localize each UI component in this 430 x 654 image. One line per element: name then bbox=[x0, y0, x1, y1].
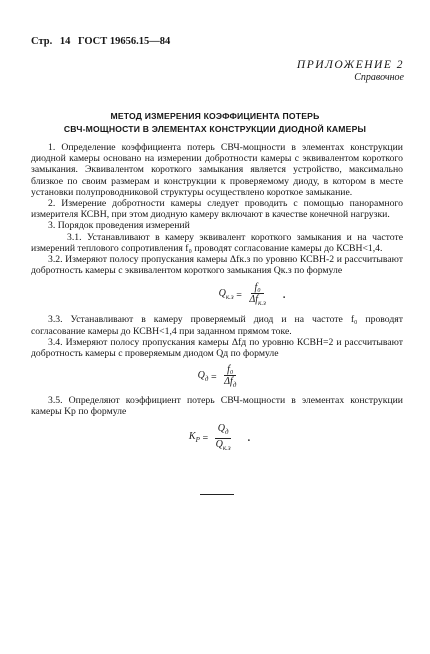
formula-lhs: $Q_{к.з}$ bbox=[218, 287, 234, 301]
formula-lhs: $Q_д$ bbox=[197, 369, 209, 383]
fraction-numerator: f₀ bbox=[251, 282, 263, 294]
formula-lhs: $K_P$ bbox=[188, 431, 200, 445]
formula-dot: . bbox=[282, 289, 286, 301]
formula-q-kz bbox=[31, 278, 403, 312]
paragraph-3-3: 3.3. Устанавливают в камеру проверяемый диод и на частоте f₀ проводят согласование камеры до КСВН<1,4 при заданном прямом токе. bbox=[31, 314, 403, 337]
paragraph-3-heading: 3. Порядок проведения измерений bbox=[48, 220, 190, 232]
equals-sign: = bbox=[210, 371, 218, 383]
formula-q-d bbox=[31, 361, 403, 393]
formula-fraction bbox=[213, 423, 234, 454]
formula-kp bbox=[31, 420, 403, 458]
formula-dot: . bbox=[247, 433, 251, 445]
paragraph-2: 2. Измерение добротности камеры следует проводить с помощью панорамного измерителя КСВН, при этом диодную камеру включают в качестве конечной нагрузки. bbox=[31, 198, 403, 221]
end-rule bbox=[200, 494, 234, 495]
paragraph-3-2: 3.2. Измеряют полосу пропускания камеры Δfк.з по уровню КСВН-2 и рассчитывают добротность камеры с эквивалентом короткого замыкания Qк.з по формуле bbox=[31, 254, 403, 277]
paragraph-3-5: 3.5. Определяют коэффициент потерь СВЧ-мощности в элементах конструкции камеры Kр по формуле bbox=[31, 395, 403, 418]
formula-fraction bbox=[221, 364, 239, 391]
appendix-subtitle: Справочное bbox=[354, 72, 404, 83]
equals-sign: = bbox=[235, 289, 243, 301]
paragraph-3-4: 3.4. Измеряют полосу пропускания камеры Δfд по уровню КСВН=2 и рассчитывают добротность камеры с проверяемым диодом Qд по формуле bbox=[31, 336, 403, 360]
formula-fraction bbox=[246, 282, 268, 309]
page-label: Стр. bbox=[31, 36, 53, 47]
fraction-numerator: f₀ bbox=[224, 364, 236, 376]
paragraph-3-1: 3.1. Устанавливают в камеру эквивалент короткого замыкания и на частоте измерений теплового сопротивления f₀ проводят согласование камеры до КСВН<1,4. bbox=[31, 231, 403, 254]
document-body bbox=[31, 142, 403, 495]
fraction-denominator: $Q_{к.з}$ bbox=[215, 439, 231, 453]
fraction-denominator: $\Delta f_{к.з}$ bbox=[249, 293, 266, 307]
standard-number: ГОСТ 19656.15—84 bbox=[77, 36, 171, 47]
page-header bbox=[31, 36, 175, 47]
fraction-numerator: $Q_д$ bbox=[215, 423, 232, 439]
title-line-2: СВЧ-МОЩНОСТИ В ЭЛЕМЕНТАХ КОНСТРУКЦИИ ДИОДНОЙ КАМЕРЫ bbox=[63, 123, 367, 134]
document-title bbox=[40, 110, 390, 135]
fraction-denominator: $\Delta f_д$ bbox=[224, 375, 237, 389]
appendix-heading bbox=[297, 59, 404, 83]
equals-sign: = bbox=[201, 433, 209, 445]
appendix-title: ПРИЛОЖЕНИЕ 2 bbox=[296, 59, 404, 71]
title-line-1: МЕТОД ИЗМЕРЕНИЯ КОЭФФИЦИЕНТА ПОТЕРЬ bbox=[110, 111, 320, 121]
page-number: 14 bbox=[59, 36, 71, 47]
paragraph-1: 1. Определение коэффициента потерь СВЧ-мощности в элементах конструкции диодной камеры основано на измерении добротности камеры с эквивалентом короткого замыкания. Эквивалентом короткого замыкания является устройство, максимально близкое по своим размерам и конструкции к проверяемому диоду, в котором в месте установки полупроводниковой структуры осуществлено короткое замыкание. bbox=[31, 142, 403, 198]
